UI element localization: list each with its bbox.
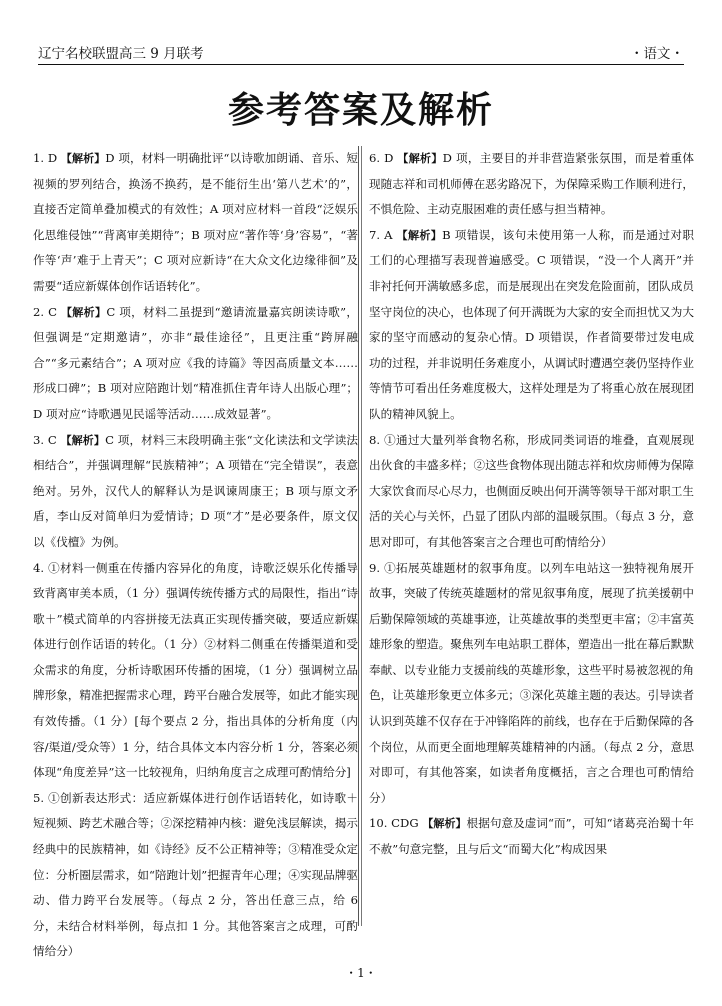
analysis-tag: 【解析】 <box>60 305 107 319</box>
answer-item-10 <box>369 811 694 862</box>
answer-item-2 <box>33 300 358 428</box>
column-divider-thin <box>361 146 362 926</box>
item-text: D 项，材料一明确批评“以诗歌加朗诵、音乐、短视频的罗列结合，换汤不换药，是不能衍生出‘第八艺术’的”，直接否定简单叠加模式的有效性；A 项对应材料一首段“泛娱乐化思维侵蚀”“背离审美期待”；B 项对应“著作等‘身’容易”，“著作等‘声’难于上青天”；C 项对应新诗“在大众文化边缘徘徊”及需要“适应新媒体创作话语转化”。 <box>33 151 359 293</box>
item-text: D 项，主要目的并非营造紧张氛围，而是着重体现随志祥和司机师傅在恶劣路况下，为保障采购工作顺利进行，不惧危险、主动克服困难的责任感与担当精神。 <box>369 151 694 217</box>
item-text: ①创新表达形式：适应新媒体进行创作话语转化，如诗歌＋短视频、跨艺术融合等；②深挖精神内核：避免浅层解读，揭示经典中的民族精神，如《诗经》反不公正精神等；③精准受众定位：分析圈层需求，如“陪跑计划”把握青年心理；④实现品牌驱动、借力跨平台发展等。（每点 2 分，答出任意三点，给 6 分，未结合材料举例，每点扣 1 分。其他答案言之成理，可酌情给分） <box>33 790 358 959</box>
answer-item-5 <box>33 786 358 965</box>
item-number: 1. D <box>33 151 61 165</box>
analysis-tag: 【解析】 <box>397 152 443 165</box>
item-text: ①通过大量列举食物名称，形成同类词语的堆叠，直观展现出伙食的丰盛多样；②这些食物体现出随志祥和炊房师傅为保障大家饮食而尽心尽力，也侧面反映出何开满等领导干部对职工生活的关心与关怀，凸显了团队内部的温暖氛围。（每点 3 分，意思对即可，有其他答案言之合理也可酌情给分） <box>369 432 694 549</box>
page-number: ・1・ <box>345 966 377 980</box>
item-number: 2. C <box>33 304 61 319</box>
page-title: 参考答案及解析 <box>227 90 494 131</box>
header-subject: ・语文・ <box>630 46 684 62</box>
page-header <box>38 40 684 65</box>
left-column <box>33 146 358 965</box>
item-number: 7. A <box>369 227 397 242</box>
answer-item-7 <box>369 223 694 428</box>
item-number: 4. <box>33 560 49 575</box>
item-number: 8. <box>369 432 385 447</box>
answer-item-8 <box>369 428 694 556</box>
item-text: ①材料一侧重在传播内容异化的角度，诗歌泛娱乐化传播导致背离审美本质，（1 分）强调传统传播方式的局限性，指出“诗歌＋”模式简单的内容拼接无法真正实现传播突破，要适应新媒体进行创作话语的转化。（1 分）②材料二侧重在传播渠道和受众需求的角度，分析诗歌困环传播的困境，（1 分）强调树立品牌形象，精准把握需求心理，跨平台融合发展等，如此才能实现有效传播。（1 分）[每个要点 2 分，指出具体的分析角度（内容/渠道/受众等）1 分，结合具体文本内容分析 1 分，答案必须体现“角度差异”这一比较视角，归纳角度言之成理可酌情给分] <box>33 560 358 780</box>
answer-item-6 <box>369 146 694 223</box>
item-text: ①拓展英雄题材的叙事角度。以列车电站这一独特视角展开故事，突破了传统英雄题材的常见叙事角度，展现了抗美援朝中后勤保障领域的英雄事迹，让英雄故事的类型更丰富；②丰富英雄形象的塑造。聚焦列车电站职工群体，塑造出一批在幕后默默奉献、以专业能力支援前线的英雄形象，这些平时易被忽视的角色，让英雄形象更立体多元；③深化英雄主题的表达。引导读者认识到英雄不仅存在于冲锋陷阵的前线，也存在于后勤保障的各个岗位，从而更全面地理解英雄精神的内涵。（每点 2 分，意思对即可，有其他答案，如读者角度概括，言之合理也可酌情给分） <box>369 560 694 805</box>
item-text: C 项，材料三末段明确主张“文化读法和文学读法相结合”，并强调理解“民族精神”；A 项错在“完全错误”，表意绝对。另外，汉代人的解释认为是讽谏周康王；B 项与原文矛盾，李山反对简单归为爱情诗；D 项“才”是必要条件，原文仅以《伐檀》为例。 <box>33 432 358 549</box>
item-number: 3. C <box>33 432 61 447</box>
analysis-tag: 【解析】 <box>396 228 443 242</box>
right-column <box>369 146 694 863</box>
header-exam-name: 辽宁名校联盟高三 9 月联考 <box>38 46 204 62</box>
analysis-tag: 【解析】 <box>60 433 106 447</box>
answer-item-3 <box>33 428 358 556</box>
item-text: C 项，材料二虽提到“邀请流量嘉宾朗读诗歌”，但强调是“定期邀请”，亦非“最佳途径”，且更注重“跨屏融合”“多元素结合”；A 项对应《我的诗篇》等因高质量文本……形成口碑”；B 项对应陪跑计划“精准抓住青年诗人出版心理”；D 项对应“诗歌遇见民谣等活动……成效显著”。 <box>33 304 358 421</box>
answer-item-9 <box>369 556 694 812</box>
item-number: 5. <box>33 790 49 805</box>
answer-item-1 <box>33 146 358 300</box>
item-text: B 项错误，该句未使用第一人称，而是通过对职工们的心理描写表现普遍感受。C 项错误，“没一个人离开”并非衬托何开满敏感多虑，而是展现出在突发危险面前，团队成员坚守岗位的决心，也体现了何开满既为大家的安全而担忧又为大家的坚守而感动的复杂心情。D 项错误，作者简要带过发电成功的过程，并非说明任务难度小，从调试时遭遇空袭仍坚持作业等情节可看出任务难度极大，这样处理是为了将重心放在展现团队的精神风貌上。 <box>369 227 695 421</box>
analysis-tag: 【解析】 <box>422 817 467 831</box>
analysis-tag: 【解析】 <box>60 152 106 165</box>
answer-item-4 <box>33 556 358 786</box>
item-number: 6. D <box>369 151 398 165</box>
item-number: 9. <box>369 560 385 575</box>
item-text: 根据句意及虚词“而”，可知“诸葛亮治蜀十年不赦”句意完整，且与后文“而蜀大化”构成因果 <box>369 816 694 857</box>
item-number: 10. CDG <box>369 816 423 831</box>
column-divider <box>358 146 359 926</box>
